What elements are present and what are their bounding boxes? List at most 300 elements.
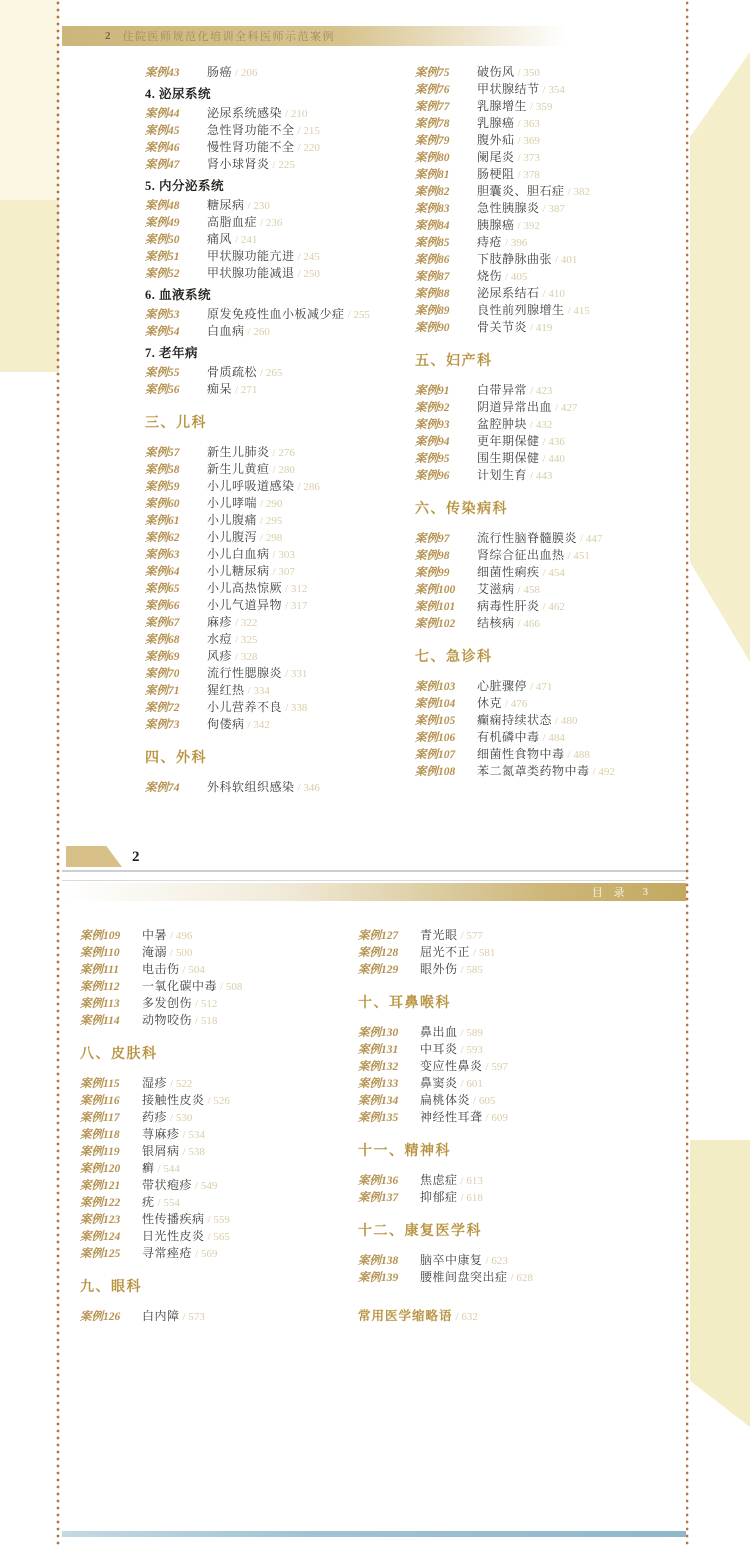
case-page-number: / 419 bbox=[530, 322, 553, 334]
toc-case-row bbox=[145, 779, 410, 796]
case-number-label: 案例66 bbox=[145, 600, 180, 612]
case-number-label: 案例62 bbox=[145, 532, 180, 544]
case-number-label: 案例89 bbox=[415, 305, 450, 317]
case-number-label: 案例60 bbox=[145, 498, 180, 510]
section-heading: 十一、精神科 bbox=[358, 1144, 451, 1159]
section-heading: 十二、康复医学科 bbox=[358, 1224, 482, 1239]
case-title: 寻常痤疮 bbox=[142, 1246, 193, 1260]
case-title: 药疹 bbox=[142, 1110, 168, 1124]
case-page-number: / 392 bbox=[517, 220, 540, 232]
case-page-number: / 255 bbox=[347, 309, 370, 321]
case-number-label: 案例108 bbox=[415, 766, 456, 778]
case-number-label: 案例118 bbox=[80, 1129, 120, 1141]
toc-appendix-row bbox=[358, 1308, 623, 1325]
toc-case-row bbox=[80, 1194, 345, 1211]
case-number-label: 案例131 bbox=[358, 1044, 399, 1056]
toc-case-row bbox=[145, 512, 410, 529]
toc-case-row bbox=[80, 1109, 345, 1126]
case-title: 屈光不正 bbox=[420, 945, 471, 959]
case-title: 糖尿病 bbox=[207, 198, 245, 212]
case-number-label: 案例48 bbox=[145, 200, 180, 212]
toc-case-row bbox=[415, 115, 680, 132]
case-title: 痴呆 bbox=[207, 382, 233, 396]
toc-case-row bbox=[80, 1092, 345, 1109]
case-number-label: 案例107 bbox=[415, 749, 456, 761]
case-title: 细菌性痢疾 bbox=[477, 565, 540, 579]
case-title: 鼻窦炎 bbox=[420, 1076, 458, 1090]
case-number-label: 案例84 bbox=[415, 220, 450, 232]
case-title: 小儿糖尿病 bbox=[207, 564, 270, 578]
case-title: 破伤风 bbox=[477, 65, 515, 79]
toc-case-row bbox=[80, 944, 345, 961]
case-title: 泌尿系结石 bbox=[477, 286, 540, 300]
case-page-number: / 423 bbox=[530, 385, 553, 397]
case-page-number: / 280 bbox=[272, 464, 295, 476]
case-title: 中耳炎 bbox=[420, 1042, 458, 1056]
case-title: 性传播疾病 bbox=[142, 1212, 205, 1226]
case-number-label: 案例69 bbox=[145, 651, 180, 663]
case-number-label: 案例111 bbox=[80, 964, 119, 976]
toc-case-row bbox=[415, 217, 680, 234]
case-number-label: 案例106 bbox=[415, 732, 456, 744]
case-page-number: / 334 bbox=[247, 685, 270, 697]
case-page-number: / 250 bbox=[297, 268, 320, 280]
running-header-band bbox=[62, 26, 567, 46]
toc-case-row bbox=[415, 319, 680, 336]
case-page-number: / 565 bbox=[207, 1231, 230, 1243]
toc-case-row bbox=[415, 251, 680, 268]
case-page-number: / 363 bbox=[517, 118, 540, 130]
case-number-label: 案例93 bbox=[415, 419, 450, 431]
toc-case-row bbox=[415, 416, 680, 433]
toc-case-row bbox=[358, 1075, 623, 1092]
case-title: 乳腺癌 bbox=[477, 116, 515, 130]
case-page-number: / 432 bbox=[530, 419, 553, 431]
toc-case-row bbox=[415, 467, 680, 484]
case-title: 动物咬伤 bbox=[142, 1013, 193, 1027]
toc-case-row bbox=[358, 1024, 623, 1041]
case-number-label: 案例71 bbox=[145, 685, 180, 697]
toc-case-row bbox=[80, 1143, 345, 1160]
case-title: 甲状腺结节 bbox=[477, 82, 540, 96]
toc-case-row bbox=[80, 1075, 345, 1092]
case-title: 艾滋病 bbox=[477, 582, 515, 596]
case-page-number: / 245 bbox=[297, 251, 320, 263]
case-title: 腰椎间盘突出症 bbox=[420, 1270, 508, 1284]
case-title: 细菌性食物中毒 bbox=[477, 747, 565, 761]
case-page-number: / 480 bbox=[555, 715, 578, 727]
section-heading: 五、妇产科 bbox=[415, 354, 493, 369]
case-title: 变应性鼻炎 bbox=[420, 1059, 483, 1073]
toc-page-left bbox=[62, 0, 686, 870]
toc-case-row bbox=[80, 1160, 345, 1177]
section-heading: 十、耳鼻喉科 bbox=[358, 996, 451, 1011]
case-number-label: 案例80 bbox=[415, 152, 450, 164]
case-page-number: / 512 bbox=[195, 998, 218, 1010]
case-number-label: 案例51 bbox=[145, 251, 180, 263]
toc-case-row bbox=[415, 615, 680, 632]
toc-case-row bbox=[358, 1058, 623, 1075]
subsection-heading: 4. 泌尿系统 bbox=[145, 87, 212, 101]
case-title: 白带异常 bbox=[477, 383, 528, 397]
toc-case-row bbox=[415, 695, 680, 712]
case-title: 湿疹 bbox=[142, 1076, 168, 1090]
case-number-label: 案例133 bbox=[358, 1078, 399, 1090]
case-number-label: 案例137 bbox=[358, 1192, 399, 1204]
case-page-number: / 415 bbox=[567, 305, 590, 317]
case-title: 一氧化碳中毒 bbox=[142, 979, 218, 993]
case-title: 病毒性肝炎 bbox=[477, 599, 540, 613]
toc-case-row bbox=[145, 478, 410, 495]
toc-case-row bbox=[145, 122, 410, 139]
footer-page-number: 2 bbox=[132, 849, 140, 865]
case-number-label: 案例57 bbox=[145, 447, 180, 459]
case-title: 心脏骤停 bbox=[477, 679, 528, 693]
toc-case-row bbox=[145, 563, 410, 580]
case-page-number: / 350 bbox=[517, 67, 540, 79]
case-number-label: 案例101 bbox=[415, 601, 456, 613]
case-title: 小儿腹痛 bbox=[207, 513, 258, 527]
case-number-label: 案例92 bbox=[415, 402, 450, 414]
case-number-label: 案例120 bbox=[80, 1163, 121, 1175]
case-page-number: / 618 bbox=[460, 1192, 483, 1204]
toc-case-row bbox=[415, 64, 680, 81]
footer-tab-shape bbox=[66, 846, 122, 867]
case-number-label: 案例68 bbox=[145, 634, 180, 646]
toc-case-row bbox=[145, 139, 410, 156]
case-number-label: 案例61 bbox=[145, 515, 180, 527]
case-page-number: / 549 bbox=[195, 1180, 218, 1192]
case-page-number: / 338 bbox=[285, 702, 308, 714]
case-number-label: 案例102 bbox=[415, 618, 456, 630]
case-title: 急性胰腺炎 bbox=[477, 201, 540, 215]
case-page-number: / 230 bbox=[247, 200, 270, 212]
case-number-label: 案例96 bbox=[415, 470, 450, 482]
toc-case-row bbox=[415, 98, 680, 115]
case-title: 鼻出血 bbox=[420, 1025, 458, 1039]
case-page-number: / 462 bbox=[542, 601, 565, 613]
case-number-label: 案例79 bbox=[415, 135, 450, 147]
case-title: 癣 bbox=[142, 1161, 155, 1175]
toc-case-row bbox=[358, 927, 623, 944]
case-page-number: / 471 bbox=[530, 681, 553, 693]
case-title: 外科软组织感染 bbox=[207, 780, 295, 794]
case-title: 肾综合征出血热 bbox=[477, 548, 565, 562]
case-title: 烧伤 bbox=[477, 269, 503, 283]
subsection-heading: 6. 血液系统 bbox=[145, 288, 212, 302]
case-title: 神经性耳聋 bbox=[420, 1110, 483, 1124]
case-page-number: / 504 bbox=[182, 964, 205, 976]
case-page-number: / 544 bbox=[157, 1163, 180, 1175]
case-title: 休克 bbox=[477, 696, 503, 710]
case-number-label: 案例91 bbox=[415, 385, 450, 397]
toc-case-row bbox=[415, 564, 680, 581]
case-title: 多发创伤 bbox=[142, 996, 193, 1010]
toc-case-row bbox=[358, 1041, 623, 1058]
running-header-band bbox=[62, 883, 686, 901]
case-page-number: / 569 bbox=[195, 1248, 218, 1260]
case-number-label: 案例105 bbox=[415, 715, 456, 727]
case-page-number: / 271 bbox=[235, 384, 258, 396]
toc-case-row bbox=[145, 682, 410, 699]
case-number-label: 案例49 bbox=[145, 217, 180, 229]
case-title: 电击伤 bbox=[142, 962, 180, 976]
case-title: 阑尾炎 bbox=[477, 150, 515, 164]
case-title: 扁桃体炎 bbox=[420, 1093, 471, 1107]
case-page-number: / 295 bbox=[260, 515, 283, 527]
toc-case-row bbox=[415, 547, 680, 564]
case-page-number: / 298 bbox=[260, 532, 283, 544]
margin-band-decoration bbox=[690, 1140, 750, 1430]
case-number-label: 案例125 bbox=[80, 1248, 121, 1260]
case-number-label: 案例73 bbox=[145, 719, 180, 731]
case-number-label: 案例139 bbox=[358, 1272, 399, 1284]
case-page-number: / 443 bbox=[530, 470, 553, 482]
case-number-label: 案例138 bbox=[358, 1255, 399, 1267]
toc-case-row bbox=[358, 1092, 623, 1109]
toc-case-row bbox=[80, 1308, 345, 1325]
case-number-label: 案例44 bbox=[145, 108, 180, 120]
case-page-number: / 628 bbox=[510, 1272, 533, 1284]
case-page-number: / 322 bbox=[235, 617, 258, 629]
case-page-number: / 225 bbox=[272, 159, 295, 171]
case-page-number: / 312 bbox=[285, 583, 308, 595]
toc-case-row bbox=[80, 1126, 345, 1143]
case-page-number: / 581 bbox=[473, 947, 496, 959]
case-page-number: / 346 bbox=[297, 782, 320, 794]
toc-case-row bbox=[358, 1189, 623, 1206]
case-title: 乳腺增生 bbox=[477, 99, 528, 113]
toc-case-row bbox=[415, 399, 680, 416]
case-title: 原发免疫性血小板减少症 bbox=[207, 307, 345, 321]
section-heading: 三、儿科 bbox=[145, 416, 207, 431]
case-page-number: / 538 bbox=[182, 1146, 205, 1158]
case-page-number: / 354 bbox=[542, 84, 565, 96]
case-number-label: 案例110 bbox=[80, 947, 120, 959]
toc-case-row bbox=[145, 495, 410, 512]
toc-case-row bbox=[145, 323, 410, 340]
case-title: 有机磷中毒 bbox=[477, 730, 540, 744]
toc-case-row bbox=[145, 546, 410, 563]
toc-case-row bbox=[145, 631, 410, 648]
case-title: 骨质疏松 bbox=[207, 365, 258, 379]
case-number-label: 案例43 bbox=[145, 67, 180, 79]
case-number-label: 案例56 bbox=[145, 384, 180, 396]
toc-case-row bbox=[145, 716, 410, 733]
case-title: 淹溺 bbox=[142, 945, 168, 959]
case-page-number: / 303 bbox=[272, 549, 295, 561]
case-number-label: 案例124 bbox=[80, 1231, 121, 1243]
case-number-label: 案例121 bbox=[80, 1180, 121, 1192]
toc-case-row bbox=[145, 105, 410, 122]
case-page-number: / 476 bbox=[505, 698, 528, 710]
case-title: 小儿营养不良 bbox=[207, 700, 283, 714]
toc-case-row bbox=[358, 961, 623, 978]
case-number-label: 案例130 bbox=[358, 1027, 399, 1039]
case-title: 小儿腹泻 bbox=[207, 530, 258, 544]
case-page-number: / 508 bbox=[220, 981, 243, 993]
case-number-label: 案例46 bbox=[145, 142, 180, 154]
toc-case-row bbox=[415, 382, 680, 399]
toc-case-row bbox=[415, 132, 680, 149]
toc-case-row bbox=[145, 248, 410, 265]
case-number-label: 案例97 bbox=[415, 533, 450, 545]
case-number-label: 案例50 bbox=[145, 234, 180, 246]
case-number-label: 案例128 bbox=[358, 947, 399, 959]
toc-case-row bbox=[415, 166, 680, 183]
toc-case-row bbox=[415, 183, 680, 200]
case-number-label: 案例123 bbox=[80, 1214, 121, 1226]
case-page-number: / 554 bbox=[157, 1197, 180, 1209]
toc-case-row bbox=[415, 450, 680, 467]
case-page-number: / 373 bbox=[517, 152, 540, 164]
case-title: 猩红热 bbox=[207, 683, 245, 697]
case-page-number: / 260 bbox=[247, 326, 270, 338]
case-page-number: / 382 bbox=[567, 186, 590, 198]
toc-case-row bbox=[415, 81, 680, 98]
case-number-label: 案例83 bbox=[415, 203, 450, 215]
case-title: 甲状腺功能亢进 bbox=[207, 249, 295, 263]
toc-case-row bbox=[358, 1109, 623, 1126]
toc-case-row bbox=[145, 699, 410, 716]
case-title: 肾小球肾炎 bbox=[207, 157, 270, 171]
toc-column-right bbox=[358, 927, 623, 1325]
case-number-label: 案例104 bbox=[415, 698, 456, 710]
case-title: 脑卒中康复 bbox=[420, 1253, 483, 1267]
case-title: 小儿高热惊厥 bbox=[207, 581, 283, 595]
case-title: 抑郁症 bbox=[420, 1190, 458, 1204]
toc-case-row bbox=[415, 302, 680, 319]
toc-case-row bbox=[145, 64, 410, 81]
case-title: 肠癌 bbox=[207, 65, 233, 79]
toc-case-row bbox=[80, 1228, 345, 1245]
case-page-number: / 609 bbox=[485, 1112, 508, 1124]
case-title: 更年期保健 bbox=[477, 434, 540, 448]
case-number-label: 案例127 bbox=[358, 930, 399, 942]
case-page-number: / 265 bbox=[260, 367, 283, 379]
case-number-label: 案例85 bbox=[415, 237, 450, 249]
section-heading: 八、皮肤科 bbox=[80, 1047, 158, 1062]
case-number-label: 案例47 bbox=[145, 159, 180, 171]
case-title: 慢性肾功能不全 bbox=[207, 140, 295, 154]
margin-triangle-decoration bbox=[690, 562, 750, 662]
toc-case-row bbox=[80, 1012, 345, 1029]
toc-case-row bbox=[415, 729, 680, 746]
case-number-label: 案例67 bbox=[145, 617, 180, 629]
case-page-number: / 440 bbox=[542, 453, 565, 465]
case-page-number: / 325 bbox=[235, 634, 258, 646]
case-title: 带状疱疹 bbox=[142, 1178, 193, 1192]
case-title: 痛风 bbox=[207, 232, 233, 246]
case-page-number: / 447 bbox=[580, 533, 603, 545]
case-title: 结核病 bbox=[477, 616, 515, 630]
case-number-label: 案例76 bbox=[415, 84, 450, 96]
case-title: 白血病 bbox=[207, 324, 245, 338]
header-page-number: 2 bbox=[105, 30, 111, 42]
toc-case-row bbox=[415, 200, 680, 217]
case-number-label: 案例119 bbox=[80, 1146, 120, 1158]
toc-case-row bbox=[145, 381, 410, 398]
case-page-number: / 530 bbox=[170, 1112, 193, 1124]
case-title: 青光眼 bbox=[420, 928, 458, 942]
case-number-label: 案例78 bbox=[415, 118, 450, 130]
case-page-number: / 613 bbox=[460, 1175, 483, 1187]
case-page-number: / 290 bbox=[260, 498, 283, 510]
toc-case-row bbox=[145, 197, 410, 214]
case-number-label: 案例54 bbox=[145, 326, 180, 338]
toc-column-left bbox=[80, 927, 345, 1325]
case-page-number: / 206 bbox=[235, 67, 258, 79]
case-page-number: / 458 bbox=[517, 584, 540, 596]
case-title: 小儿气道异物 bbox=[207, 598, 283, 612]
case-title: 小儿呼吸道感染 bbox=[207, 479, 295, 493]
toc-case-row bbox=[80, 1177, 345, 1194]
case-title: 白内障 bbox=[142, 1309, 180, 1323]
toc-case-row bbox=[80, 995, 345, 1012]
case-number-label: 案例55 bbox=[145, 367, 180, 379]
case-title: 佝偻病 bbox=[207, 717, 245, 731]
toc-case-row bbox=[145, 214, 410, 231]
case-page-number: / 378 bbox=[517, 169, 540, 181]
toc-case-row bbox=[145, 461, 410, 478]
case-number-label: 案例95 bbox=[415, 453, 450, 465]
case-number-label: 案例72 bbox=[145, 702, 180, 714]
toc-case-row bbox=[415, 712, 680, 729]
case-title: 疣 bbox=[142, 1195, 155, 1209]
case-number-label: 案例77 bbox=[415, 101, 450, 113]
case-title: 急性肾功能不全 bbox=[207, 123, 295, 137]
case-page-number: / 623 bbox=[485, 1255, 508, 1267]
case-page-number: / 328 bbox=[235, 651, 258, 663]
case-title: 荨麻疹 bbox=[142, 1127, 180, 1141]
case-number-label: 案例117 bbox=[80, 1112, 120, 1124]
case-page-number: / 573 bbox=[182, 1311, 205, 1323]
perforation-dotted-line-left bbox=[56, 0, 60, 1545]
case-page-number: / 577 bbox=[460, 930, 483, 942]
case-number-label: 案例65 bbox=[145, 583, 180, 595]
toc-case-row bbox=[145, 597, 410, 614]
case-number-label: 案例132 bbox=[358, 1061, 399, 1073]
case-page-number: / 534 bbox=[182, 1129, 205, 1141]
toc-case-row bbox=[145, 231, 410, 248]
toc-case-row bbox=[358, 944, 623, 961]
toc-case-row bbox=[80, 1245, 345, 1262]
case-title: 骨关节炎 bbox=[477, 320, 528, 334]
section-heading: 六、传染病科 bbox=[415, 502, 508, 517]
case-title: 良性前列腺增生 bbox=[477, 303, 565, 317]
toc-case-row bbox=[415, 530, 680, 547]
case-number-label: 案例45 bbox=[145, 125, 180, 137]
margin-triangle-decoration bbox=[690, 52, 750, 137]
case-number-label: 案例103 bbox=[415, 681, 456, 693]
case-number-label: 案例58 bbox=[145, 464, 180, 476]
case-title: 新生儿肺炎 bbox=[207, 445, 270, 459]
toc-case-row bbox=[145, 614, 410, 631]
toc-column-right bbox=[415, 64, 680, 780]
case-page-number: / 601 bbox=[460, 1078, 483, 1090]
toc-case-row bbox=[145, 364, 410, 381]
case-page-number: / 215 bbox=[297, 125, 320, 137]
toc-case-row bbox=[415, 763, 680, 780]
next-page-edge bbox=[62, 1531, 686, 1537]
toc-case-row bbox=[145, 444, 410, 461]
case-page-number: / 484 bbox=[542, 732, 565, 744]
case-number-label: 案例129 bbox=[358, 964, 399, 976]
case-number-label: 案例86 bbox=[415, 254, 450, 266]
case-number-label: 案例112 bbox=[80, 981, 120, 993]
case-title: 高脂血症 bbox=[207, 215, 258, 229]
case-page-number: / 496 bbox=[170, 930, 193, 942]
